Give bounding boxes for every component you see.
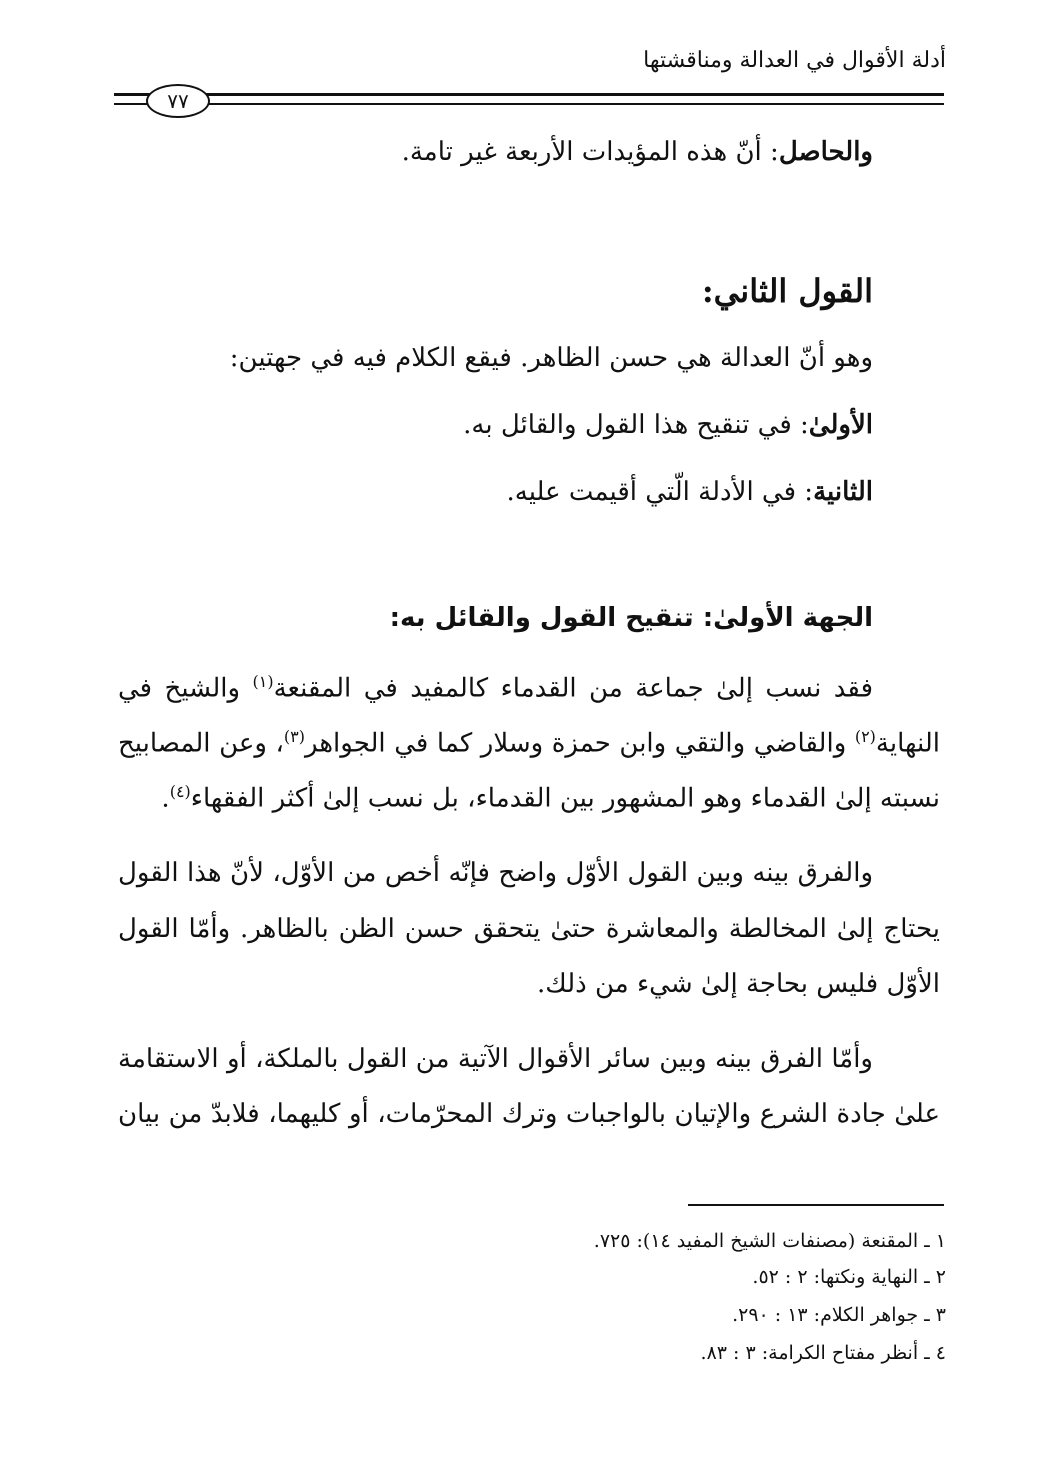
p1-l2-text-c: ، وعن المصابيح: [118, 728, 284, 759]
paragraph-2-line-1: والفرق بينه وبين القول الأوّل واضح فإنّه أخص من الأوّل، لأنّ هذا القول: [118, 858, 873, 888]
aspect-two-text: : في الأدلة الّتي أقيمت عليه.: [506, 477, 814, 507]
intro-line: وهو أنّ العدالة هي حسن الظاهر. فيقع الكلام فيه في جهتين:: [229, 343, 873, 373]
paragraph-2-line-3: الأوّل فليس بحاجة إلىٰ شيء من ذلك.: [537, 969, 940, 999]
footnote-2: ٢ ـ النهاية ونكتها: ٢ : ٥٢.: [752, 1266, 946, 1288]
footnote-3: ٣ ـ جواهر الكلام: ١٣ : ٢٩٠.: [732, 1304, 946, 1326]
conclusion-label: والحاصل: [778, 137, 873, 167]
aspect-one-text: : في تنقيح هذا القول والقائل به.: [463, 410, 809, 440]
paragraph-1-line-2: [118, 727, 940, 760]
footnote-ref-3: (٣): [283, 727, 305, 746]
footnote-4: ٤ ـ أنظر مفتاح الكرامة: ٣ : ٨٣.: [700, 1342, 946, 1364]
footnote-separator: [688, 1204, 944, 1206]
p1-l1-text-a: فقد نسب إلىٰ جماعة من القدماء كالمفيد في المقنعة: [273, 673, 874, 704]
aspect-one-line: [463, 410, 873, 441]
p1-l2-text-a: النهاية: [875, 728, 940, 759]
footnote-ref-2: (٢): [854, 727, 876, 746]
paragraph-2-line-2: يحتاج إلىٰ المخالطة والمعاشرة حتىٰ يتحقق حسن الظن بالظاهر. وأمّا القول: [118, 914, 940, 944]
aspect-two-label: الثانية: [813, 477, 873, 507]
header-rule-thick: [114, 93, 944, 96]
footnote-ref-4: (٤): [169, 782, 191, 801]
p1-l1-text-b: والشيخ في: [118, 673, 253, 704]
p1-l3-text-a: نسبته إلىٰ القدماء وهو المشهور بين القدماء، بل نسب إلىٰ أكثر الفقهاء: [190, 783, 940, 814]
page-number: ٧٧: [146, 84, 210, 118]
paragraph-3-line-1: وأمّا الفرق بينه وبين سائر الأقوال الآتية من القول بالملكة، أو الاستقامة: [118, 1044, 873, 1074]
aspect-two-line: [506, 477, 873, 508]
paragraph-3-line-2: علىٰ جادة الشرع والإتيان بالواجبات وترك المحرّمات، أو كليهما، فلابدّ من بيان: [118, 1099, 940, 1129]
p1-l2-text-b: والقاضي والتقي وابن حمزة وسلار كما في الجواهر: [305, 728, 855, 759]
footnote-1: ١ ـ المقنعة (مصنفات الشيخ المفيد ١٤): ٧٢٥.: [593, 1230, 946, 1252]
paragraph-1-line-1: [118, 672, 873, 705]
footnote-ref-1: (١): [252, 672, 274, 691]
paragraph-1-line-3: [161, 782, 940, 815]
running-header-title: أدلة الأقوال في العدالة ومناقشتها: [643, 48, 946, 73]
subsection-title: الجهة الأولىٰ: تنقيح القول والقائل به:: [389, 603, 873, 633]
section-title: القول الثاني:: [701, 272, 873, 310]
conclusion-text: : أنّ هذه المؤيدات الأربعة غير تامة.: [401, 137, 779, 167]
p1-l3-text-b: .: [161, 783, 170, 814]
conclusion-line: [402, 137, 873, 168]
header-rule-thin: [114, 103, 944, 105]
aspect-one-label: الأولىٰ: [808, 410, 873, 440]
